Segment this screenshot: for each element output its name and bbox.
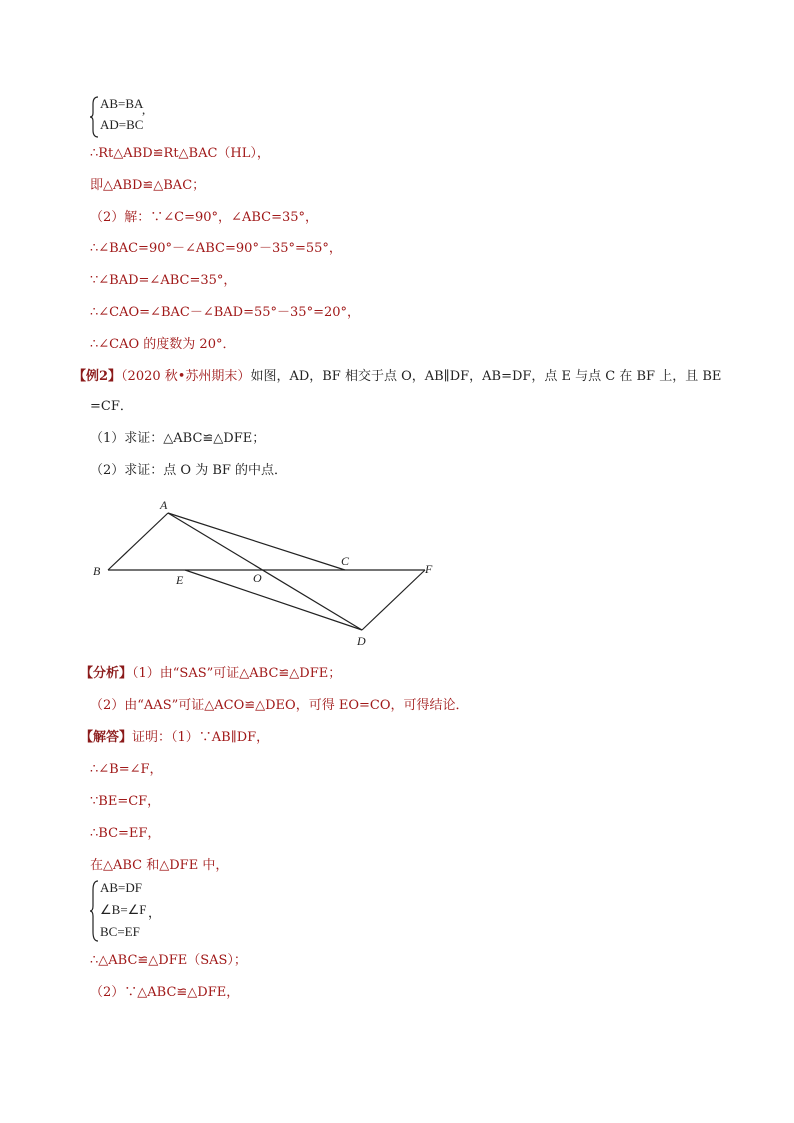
proof-line-1: ∴Rt△ABD≌Rt△BAC（HL）， bbox=[90, 146, 270, 161]
brace-icon bbox=[90, 880, 100, 942]
example-text-1: 如图，AD，BF 相交于点 O，AB∥DF，AB=DF，点 E 与点 C 在 BF 上，且 BE bbox=[250, 369, 722, 384]
analysis-line-2: （2）由“AAS”可证△ACO≌△DEO，可得 EO=CO，可得结论． bbox=[90, 698, 469, 713]
geometry-figure bbox=[85, 495, 445, 650]
system-comma: ， bbox=[148, 905, 162, 920]
segment-ac bbox=[168, 513, 345, 570]
system-line-2: ∠B=∠F bbox=[100, 902, 147, 917]
solution-text-1: 证明：（1）∵AB∥DF， bbox=[132, 730, 270, 745]
label-o: O bbox=[253, 571, 262, 585]
analysis-text-1: （1）由“SAS”可证△ABC≌△DFE； bbox=[132, 666, 342, 681]
solution-tag: 【解答】 bbox=[80, 730, 133, 745]
segment-ab bbox=[108, 513, 168, 570]
solution-line-4: ∴BC=EF， bbox=[90, 826, 161, 841]
label-f: F bbox=[425, 562, 433, 576]
question-1: （1）求证：△ABC≌△DFE； bbox=[90, 431, 266, 446]
label-a: A bbox=[160, 498, 168, 512]
example-tag: 【例2】 bbox=[73, 369, 122, 384]
example-source: （2020 秋•苏州期末） bbox=[121, 369, 251, 384]
proof-line-3: （2）解：∵∠C=90°，∠ABC=35°， bbox=[90, 210, 319, 225]
proof-line-7: ∴∠CAO 的度数为 20°． bbox=[90, 337, 236, 352]
question-2: （2）求证：点 O 为 BF 的中点． bbox=[90, 463, 288, 478]
proof-line-6: ∴∠CAO=∠BAC－∠BAD=55°－35°=20°， bbox=[90, 305, 360, 320]
label-b: B bbox=[93, 564, 101, 578]
segment-ad bbox=[168, 513, 362, 630]
example-heading bbox=[73, 368, 721, 386]
system-line-2: AD=BC bbox=[100, 117, 144, 132]
proof-line-5: ∵∠BAD=∠ABC=35°， bbox=[90, 273, 237, 288]
example-text-2: =CF． bbox=[90, 399, 133, 414]
analysis-tag: 【分析】 bbox=[80, 666, 133, 681]
solution-line-2: ∴∠B=∠F， bbox=[90, 762, 163, 777]
solution-line-7: （2）∵△ABC≌△DFE， bbox=[90, 985, 240, 1000]
solution-line-1 bbox=[80, 729, 269, 747]
analysis-line-1 bbox=[80, 665, 341, 683]
solution-line-5: 在△ABC 和△DFE 中， bbox=[90, 858, 229, 873]
system-line-1: AB=DF bbox=[100, 880, 143, 895]
label-c: C bbox=[341, 554, 350, 568]
proof-line-2: 即△ABD≌△BAC； bbox=[90, 178, 206, 193]
label-e: E bbox=[176, 573, 184, 587]
system-comma: , bbox=[142, 102, 146, 117]
proof-line-4: ∴∠BAC=90°－∠ABC=90°－35°=55°， bbox=[90, 241, 342, 256]
segment-df bbox=[362, 570, 425, 630]
label-d: D bbox=[357, 634, 366, 648]
system-line-1: AB=BA bbox=[100, 96, 144, 111]
solution-line-6: ∴△ABC≌△DFE（SAS）； bbox=[90, 953, 247, 968]
solution-line-3: ∵BE=CF， bbox=[90, 794, 161, 809]
system-line-3: BC=EF bbox=[100, 924, 140, 939]
segment-ed bbox=[185, 570, 362, 630]
brace-icon bbox=[90, 96, 100, 138]
